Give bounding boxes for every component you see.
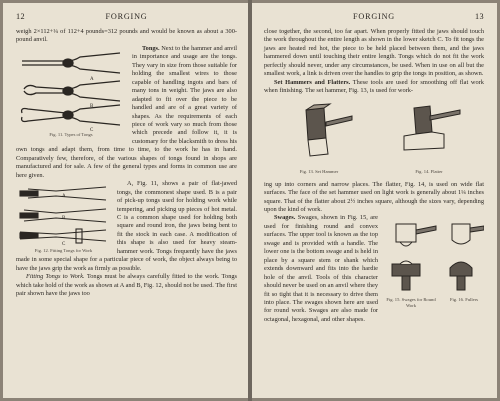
fig12-caption: Fig. 12. Fitting Tongs for Work bbox=[34, 248, 93, 254]
figures-13-14 bbox=[264, 102, 484, 175]
fig15-caption: Fig. 15. Swages for Round Work bbox=[386, 297, 436, 309]
fig11-label-c: C bbox=[90, 127, 94, 131]
right-page-number: 13 bbox=[475, 12, 484, 21]
set-hammer-illustration bbox=[284, 102, 354, 168]
figure-16-fullers bbox=[444, 218, 484, 309]
right-paragraph-1: close together, the second, too far apart. When properly fitted the jaws should touch the work throughout the entire length as shown in the lower sketch C. To fit tongs the jaws are heated red hot, the piece to be held placed between them, and the jaws hammered down until touching their entire length. Tongs which do not fit the work perfectly should never, under any circumstances, be used. When in use on all but the smallest work, a link is driven over the handles to grip the tongs in position, as shown. bbox=[264, 28, 484, 78]
left-paragraph-types: A, Fig. 11, shows a pair of flat-jawed tongs, the commonest shape used. B is a pair of pick-up tongs used for holding work while tempering, and picking up pieces of hot metal. C is a common shape used for holding both square and round iron, the jaws being bent to fit the stock in each case. A modification of this shape is also used for heavy steam-hammer work. Tongs frequently have the jaws made in some special shape for a particular piece of work, the object always being to have the jaws grip the work as firmly as possible. bbox=[16, 180, 237, 272]
fig11-caption: Fig. 11. Types of Tongs bbox=[49, 131, 93, 137]
left-paragraph-fitting bbox=[16, 273, 237, 298]
figure-12-fitting-tongs bbox=[16, 183, 111, 254]
fig11-label-b: B bbox=[90, 103, 94, 109]
fig12-label-a: A bbox=[62, 194, 66, 200]
left-paragraph-1: weigh 2×112+¼ of 112+4 pounds=312 pounds and would be known as about a 300-pound anvil. bbox=[16, 28, 237, 44]
figure-14-flatter bbox=[394, 102, 464, 175]
swages-illustration bbox=[384, 218, 438, 296]
right-page bbox=[252, 3, 497, 398]
swages-heading: Swages. bbox=[274, 214, 296, 222]
fig14-caption: Fig. 14. Flatter bbox=[415, 168, 443, 174]
left-page-number: 12 bbox=[16, 12, 25, 21]
figure-15-swages bbox=[384, 218, 438, 309]
figures-15-16 bbox=[384, 218, 484, 309]
fitting-text: Tongs must be always carefully fitted to the work. Tongs which take hold of the work as shown at A and B, Fig. 12, should not be used. The first pair shown have the jaws too bbox=[16, 273, 238, 298]
fig12-label-c: C bbox=[62, 242, 66, 248]
fig16-caption: Fig. 16. Fullers bbox=[449, 297, 479, 303]
fig12-label-b: B bbox=[62, 216, 66, 222]
right-running-head: FORGING bbox=[353, 12, 395, 21]
left-running-head: FORGING bbox=[105, 12, 148, 21]
fig11-label-a: A bbox=[90, 76, 94, 82]
fitting-heading: Fitting Tongs to Work. bbox=[26, 273, 85, 281]
set-hammers-heading: Set Hammers and Flatters. bbox=[274, 78, 351, 86]
figure-13-set-hammer bbox=[284, 102, 354, 175]
figure-11-types-of-tongs bbox=[16, 47, 126, 138]
fitting-tongs-illustration bbox=[16, 183, 111, 247]
set-hammers-text: These tools are used for smoothing off flat work when finishing. The set hammer, Fig. 13, is used for work- bbox=[264, 78, 484, 95]
left-page bbox=[3, 3, 248, 398]
flatter-illustration bbox=[394, 102, 464, 168]
right-paragraph-3: ing up into corners and narrow places. The flatter, Fig. 14, is used on wide flat surfaces. The face of the set hammer used on light work is generally about 1¼ inches square. That of the flatter about 2½ inches square, although the sizes vary, depending upon the kind of work. bbox=[264, 180, 484, 213]
right-paragraph-set-hammers bbox=[264, 79, 484, 96]
right-page-header bbox=[264, 12, 484, 24]
tongs-illustration bbox=[16, 47, 126, 131]
fullers-illustration bbox=[444, 218, 484, 296]
swages-text: Swages, shown in Fig. 15, are used for finishing round and convex surfaces. The upper tool is known as the top swage and is provided with a handle. The lower one is the bottom swage and is held in place by a square stem or shank which extends downward and fits into the hardie hole of the anvil. Tools of this character should never be used on an anvil where they fit so tight that it is necessary to drive them into place. The swages shown here are used for round work. Swages are also made for octagonal, hexagonal, and other shapes. bbox=[264, 214, 378, 323]
fig13-caption: Fig. 13. Set Hammer bbox=[299, 168, 339, 174]
tongs-text: Next to the hammer and anvil in importance and usage are the tongs. They vary in size from those suitable for holding the smallest wires to those capable of handling ingots and bars of many tons in weight. The jaws are also adapted to fit over the piece to be handled and are of a great variety of shapes. As the requirements of each piece of work vary so much from those which precede and follow it, it is customary for the blacksmith to dress his own tongs and adapt them, from time to time, to the work he has in hand. Comparatively few, therefore, of the various shapes of tongs found in shops are manufactured and for sale. A few of the general types and forms in common use are here given. bbox=[16, 44, 238, 179]
tongs-heading: Tongs. bbox=[142, 44, 160, 52]
left-page-header bbox=[16, 12, 237, 24]
